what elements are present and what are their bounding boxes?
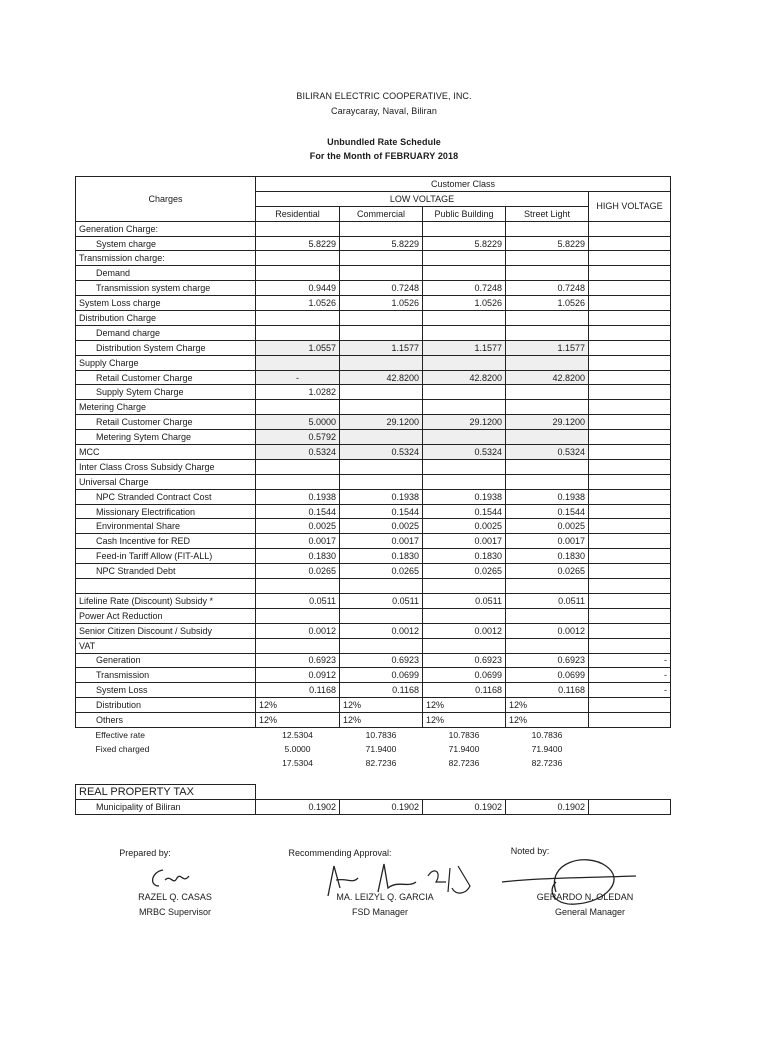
summary-public-building: 10.7836 (448, 729, 480, 740)
table-row (76, 296, 671, 311)
rpt-title-row (76, 785, 671, 800)
document-period: For the Month of FEBRUARY 2018 (309, 151, 459, 161)
cell-high-voltage (589, 385, 671, 400)
cell-street-light: 0.1938 (506, 489, 589, 504)
row-label: NPC Stranded Contract Cost (76, 489, 256, 504)
row-label: Environmental Share (76, 519, 256, 534)
cell-high-voltage (589, 623, 671, 638)
cell-residential: - (256, 370, 340, 385)
cell-high-voltage (589, 445, 671, 460)
cell-high-voltage (589, 593, 671, 608)
cell-residential: 0.1830 (256, 549, 340, 564)
cell-commercial: 0.0265 (340, 564, 423, 579)
row-label: Retail Customer Charge (76, 415, 256, 430)
cell-residential: 0.0012 (256, 623, 340, 638)
cell-public-building (423, 579, 506, 594)
cell-public-building: 0.1938 (423, 489, 506, 504)
cell-street-light: 0.0017 (506, 534, 589, 549)
cell-public-building (423, 355, 506, 370)
cell-high-voltage (589, 236, 671, 251)
table-row (76, 445, 671, 460)
summary-row (76, 756, 671, 770)
cell-high-voltage (589, 281, 671, 296)
cell-commercial (340, 311, 423, 326)
cell-commercial (340, 325, 423, 340)
summary-high-voltage (589, 756, 671, 770)
summary-label: Fixed charged (95, 743, 150, 754)
rpt-value-street-light: 0.1902 (506, 800, 589, 815)
row-label: Distribution (76, 698, 256, 713)
row-label: System charge (76, 236, 256, 251)
prepared-by-position: MRBC Supervisor (138, 907, 212, 917)
cell-street-light: 0.1830 (506, 549, 589, 564)
summary-residential: 5.0000 (284, 743, 311, 754)
cell-high-voltage: - (589, 653, 671, 668)
table-row (76, 370, 671, 385)
cell-residential: 12% (256, 713, 340, 728)
row-label: Transmission system charge (76, 281, 256, 296)
cell-high-voltage (589, 370, 671, 385)
cell-public-building: 0.1544 (423, 504, 506, 519)
table-row (76, 385, 671, 400)
row-label: Generation (76, 653, 256, 668)
table-row (76, 534, 671, 549)
cell-high-voltage (589, 415, 671, 430)
company-address: Caraycaray, Naval, Biliran (331, 106, 437, 116)
cell-commercial: 12% (340, 698, 423, 713)
cell-commercial (340, 400, 423, 415)
cell-high-voltage (589, 504, 671, 519)
cell-high-voltage (589, 221, 671, 236)
cell-high-voltage (589, 549, 671, 564)
cell-public-building (423, 638, 506, 653)
row-label: Retail Customer Charge (76, 370, 256, 385)
summary-residential: 12.5304 (282, 729, 313, 740)
cell-public-building (423, 608, 506, 623)
cell-public-building: 0.0012 (423, 623, 506, 638)
cell-commercial: 0.1168 (340, 683, 423, 698)
cell-high-voltage (589, 713, 671, 728)
cell-high-voltage (589, 266, 671, 281)
cell-public-building: 0.5324 (423, 445, 506, 460)
table-row (76, 564, 671, 579)
col-header-public-building: Public Building (423, 206, 506, 221)
table-row (76, 549, 671, 564)
cell-public-building: 42.8200 (423, 370, 506, 385)
cell-street-light: 0.0511 (506, 593, 589, 608)
cell-street-light (506, 608, 589, 623)
cell-public-building: 12% (423, 698, 506, 713)
cell-residential: 0.0511 (256, 593, 340, 608)
cell-high-voltage (589, 579, 671, 594)
noted-caption: Noted by: (510, 846, 550, 856)
cell-residential: 0.5324 (256, 445, 340, 460)
cell-high-voltage (589, 608, 671, 623)
table-row (76, 355, 671, 370)
cell-high-voltage (589, 251, 671, 266)
row-label: NPC Stranded Debt (76, 564, 256, 579)
cell-street-light: 0.0265 (506, 564, 589, 579)
cell-residential: 1.0282 (256, 385, 340, 400)
cell-commercial (340, 608, 423, 623)
table-row (76, 400, 671, 415)
cell-street-light: 0.1544 (506, 504, 589, 519)
cell-commercial (340, 221, 423, 236)
cell-public-building: 0.1830 (423, 549, 506, 564)
summary-label (76, 756, 256, 770)
cell-public-building: 1.1577 (423, 340, 506, 355)
cell-high-voltage (589, 564, 671, 579)
cell-high-voltage (589, 459, 671, 474)
summary-row (76, 742, 671, 756)
cell-commercial (340, 251, 423, 266)
cell-public-building: 0.0699 (423, 668, 506, 683)
cell-commercial: 42.8200 (340, 370, 423, 385)
table-row (76, 519, 671, 534)
cell-high-voltage (589, 698, 671, 713)
table-row (76, 579, 671, 594)
cell-high-voltage (589, 638, 671, 653)
row-label: Cash Incentive for RED (76, 534, 256, 549)
cell-residential: 12% (256, 698, 340, 713)
cell-high-voltage (589, 311, 671, 326)
cell-public-building (423, 459, 506, 474)
table-row (76, 266, 671, 281)
recommending-caption: Recommending Approval: (288, 848, 392, 858)
cell-public-building: 0.6923 (423, 653, 506, 668)
row-label: Supply Sytem Charge (76, 385, 256, 400)
summary-high-voltage (589, 742, 671, 756)
row-label: VAT (76, 638, 256, 653)
cell-high-voltage (589, 519, 671, 534)
row-label: Distribution Charge (76, 311, 256, 326)
col-header-high-voltage: HIGH VOLTAGE (589, 191, 671, 221)
cell-high-voltage (589, 534, 671, 549)
cell-commercial: 0.5324 (340, 445, 423, 460)
cell-street-light (506, 355, 589, 370)
cell-public-building: 0.0511 (423, 593, 506, 608)
cell-street-light: 0.6923 (506, 653, 589, 668)
row-label: MCC (76, 445, 256, 460)
col-header-residential: Residential (256, 206, 340, 221)
cell-street-light (506, 325, 589, 340)
row-label: System Loss (76, 683, 256, 698)
cell-public-building (423, 251, 506, 266)
cell-residential: 0.0912 (256, 668, 340, 683)
rpt-title-spacer (256, 785, 671, 800)
row-label: Feed-in Tariff Allow (FIT-ALL) (76, 549, 256, 564)
cell-residential (256, 608, 340, 623)
cell-street-light: 42.8200 (506, 370, 589, 385)
low-voltage-header: LOW VOLTAGE (256, 191, 589, 206)
cell-public-building: 5.8229 (423, 236, 506, 251)
table-row (76, 459, 671, 474)
cell-public-building (423, 385, 506, 400)
noted-position: General Manager (554, 907, 626, 917)
row-label: Senior Citizen Discount / Subsidy (76, 623, 256, 638)
table-row (76, 340, 671, 355)
cell-street-light: 0.0699 (506, 668, 589, 683)
cell-street-light: 0.7248 (506, 281, 589, 296)
rate-schedule-table (75, 176, 671, 770)
cell-high-voltage (589, 340, 671, 355)
cell-public-building (423, 325, 506, 340)
row-label: Demand charge (76, 325, 256, 340)
header-row-1 (76, 177, 671, 192)
cell-public-building (423, 430, 506, 445)
summary-high-voltage (589, 727, 671, 741)
cell-commercial: 1.1577 (340, 340, 423, 355)
table-row (76, 593, 671, 608)
rpt-value-high-voltage (589, 800, 671, 815)
cell-street-light (506, 221, 589, 236)
cell-commercial: 0.0025 (340, 519, 423, 534)
row-label: Transmission charge: (76, 251, 256, 266)
summary-street-light: 71.9400 (531, 743, 563, 754)
summary-street-light: 82.7236 (531, 757, 563, 768)
cell-commercial: 0.0017 (340, 534, 423, 549)
summary-public-building: 71.9400 (448, 743, 480, 754)
cell-commercial (340, 474, 423, 489)
rpt-row-label: Municipality of Biliran (76, 800, 256, 815)
cell-residential (256, 266, 340, 281)
cell-residential (256, 638, 340, 653)
row-label: Lifeline Rate (Discount) Subsidy * (76, 593, 256, 608)
table-row (76, 623, 671, 638)
cell-residential (256, 311, 340, 326)
company-name: BILIRAN ELECTRIC COOPERATIVE, INC. (296, 91, 472, 101)
row-label: Distribution System Charge (76, 340, 256, 355)
cell-street-light: 29.1200 (506, 415, 589, 430)
cell-commercial (340, 430, 423, 445)
row-label: Generation Charge: (76, 221, 256, 236)
cell-street-light: 0.0012 (506, 623, 589, 638)
col-header-commercial: Commercial (340, 206, 423, 221)
cell-residential: 1.0526 (256, 296, 340, 311)
rpt-row (76, 800, 671, 815)
cell-street-light (506, 638, 589, 653)
cell-high-voltage (589, 489, 671, 504)
table-row (76, 489, 671, 504)
row-label: Power Act Reduction (76, 608, 256, 623)
table-row (76, 683, 671, 698)
cell-high-voltage (589, 400, 671, 415)
noted-signature-icon (496, 852, 646, 914)
cell-public-building: 29.1200 (423, 415, 506, 430)
cell-commercial: 0.1544 (340, 504, 423, 519)
cell-street-light (506, 385, 589, 400)
cell-street-light: 5.8229 (506, 236, 589, 251)
col-header-street-light: Street Light (506, 206, 589, 221)
cell-commercial: 29.1200 (340, 415, 423, 430)
cell-public-building: 0.1168 (423, 683, 506, 698)
recommending-position: FSD Manager (351, 907, 409, 917)
cell-street-light: 1.0526 (506, 296, 589, 311)
table-row (76, 251, 671, 266)
cell-public-building: 0.0017 (423, 534, 506, 549)
cell-residential: 5.0000 (256, 415, 340, 430)
cell-commercial: 5.8229 (340, 236, 423, 251)
prepared-by-caption: Prepared by: (119, 848, 171, 858)
cell-residential (256, 251, 340, 266)
cell-residential: 0.5792 (256, 430, 340, 445)
cell-residential: 0.1938 (256, 489, 340, 504)
table-row (76, 608, 671, 623)
cell-residential: 0.1544 (256, 504, 340, 519)
row-label: Supply Charge (76, 355, 256, 370)
cell-street-light (506, 579, 589, 594)
row-label (76, 579, 256, 594)
cell-street-light (506, 430, 589, 445)
cell-residential: 1.0557 (256, 340, 340, 355)
rpt-value-public-building: 0.1902 (423, 800, 506, 815)
recommending-name: MA. LEIZYL Q. GARCIA (336, 892, 434, 902)
cell-street-light: 0.1168 (506, 683, 589, 698)
cell-residential: 0.9449 (256, 281, 340, 296)
customer-class-header: Customer Class (256, 177, 671, 192)
cell-high-voltage (589, 474, 671, 489)
table-row (76, 236, 671, 251)
table-row (76, 281, 671, 296)
cell-public-building: 1.0526 (423, 296, 506, 311)
cell-public-building: 0.0025 (423, 519, 506, 534)
cell-street-light: 0.0025 (506, 519, 589, 534)
row-label: Inter Class Cross Subsidy Charge (76, 459, 256, 474)
charges-header: Charges (76, 177, 256, 222)
cell-residential (256, 400, 340, 415)
cell-commercial: 1.0526 (340, 296, 423, 311)
row-label: Transmission (76, 668, 256, 683)
cell-commercial: 0.1830 (340, 549, 423, 564)
cell-street-light: 12% (506, 698, 589, 713)
cell-public-building: 12% (423, 713, 506, 728)
noted-name: GERARDO N. OLEDAN (536, 892, 634, 902)
cell-commercial (340, 459, 423, 474)
row-label: Missionary Electrification (76, 504, 256, 519)
cell-street-light (506, 251, 589, 266)
cell-residential (256, 474, 340, 489)
table-row (76, 698, 671, 713)
summary-commercial: 82.7236 (365, 757, 397, 768)
cell-public-building: 0.0265 (423, 564, 506, 579)
row-label: Metering Charge (76, 400, 256, 415)
cell-residential (256, 221, 340, 236)
cell-high-voltage (589, 325, 671, 340)
cell-high-voltage (589, 355, 671, 370)
cell-high-voltage (589, 430, 671, 445)
table-row (76, 325, 671, 340)
cell-street-light (506, 266, 589, 281)
document-title: Unbundled Rate Schedule (327, 137, 441, 147)
cell-commercial (340, 355, 423, 370)
cell-street-light: 1.1577 (506, 340, 589, 355)
cell-commercial (340, 579, 423, 594)
table-row (76, 415, 671, 430)
cell-public-building: 0.7248 (423, 281, 506, 296)
table-row (76, 221, 671, 236)
cell-high-voltage: - (589, 683, 671, 698)
row-label: Metering Sytem Charge (76, 430, 256, 445)
cell-residential: 0.1168 (256, 683, 340, 698)
cell-commercial: 12% (340, 713, 423, 728)
cell-commercial: 0.1938 (340, 489, 423, 504)
table-row (76, 504, 671, 519)
table-row (76, 474, 671, 489)
row-label: Demand (76, 266, 256, 281)
cell-high-voltage: - (589, 668, 671, 683)
cell-residential (256, 325, 340, 340)
cell-commercial (340, 385, 423, 400)
prepared-signature-icon (145, 866, 195, 892)
prepared-by-name: RAZEL Q. CASAS (138, 892, 212, 902)
row-label: System Loss charge (76, 296, 256, 311)
row-label: Universal Charge (76, 474, 256, 489)
cell-commercial: 0.0012 (340, 623, 423, 638)
rpt-value-commercial: 0.1902 (340, 800, 423, 815)
summary-commercial: 71.9400 (365, 743, 397, 754)
cell-residential: 5.8229 (256, 236, 340, 251)
summary-commercial: 10.7836 (365, 729, 397, 740)
rpt-value-residential: 0.1902 (256, 800, 340, 815)
cell-street-light (506, 474, 589, 489)
cell-residential (256, 355, 340, 370)
real-property-tax-table (75, 784, 671, 815)
cell-commercial: 0.0699 (340, 668, 423, 683)
table-row (76, 430, 671, 445)
table-row (76, 713, 671, 728)
cell-public-building (423, 400, 506, 415)
cell-residential: 0.0025 (256, 519, 340, 534)
cell-public-building (423, 311, 506, 326)
cell-public-building (423, 266, 506, 281)
cell-residential: 0.0265 (256, 564, 340, 579)
cell-public-building (423, 221, 506, 236)
cell-public-building (423, 474, 506, 489)
cell-street-light (506, 459, 589, 474)
row-label: Others (76, 713, 256, 728)
cell-commercial: 0.0511 (340, 593, 423, 608)
cell-residential (256, 579, 340, 594)
summary-residential: 17.5304 (282, 757, 313, 768)
cell-residential (256, 459, 340, 474)
table-row (76, 653, 671, 668)
rpt-title: REAL PROPERTY TAX (76, 785, 256, 800)
cell-high-voltage (589, 296, 671, 311)
table-row (76, 311, 671, 326)
cell-residential: 0.0017 (256, 534, 340, 549)
summary-public-building: 82.7236 (448, 757, 480, 768)
cell-commercial: 0.7248 (340, 281, 423, 296)
cell-commercial (340, 638, 423, 653)
cell-street-light: 0.5324 (506, 445, 589, 460)
cell-commercial (340, 266, 423, 281)
cell-residential: 0.6923 (256, 653, 340, 668)
cell-street-light (506, 400, 589, 415)
summary-label: Effective rate (95, 729, 145, 740)
table-row (76, 668, 671, 683)
summary-street-light: 10.7836 (531, 729, 563, 740)
summary-row (76, 727, 671, 741)
cell-street-light (506, 311, 589, 326)
cell-commercial: 0.6923 (340, 653, 423, 668)
cell-street-light: 12% (506, 713, 589, 728)
table-row (76, 638, 671, 653)
